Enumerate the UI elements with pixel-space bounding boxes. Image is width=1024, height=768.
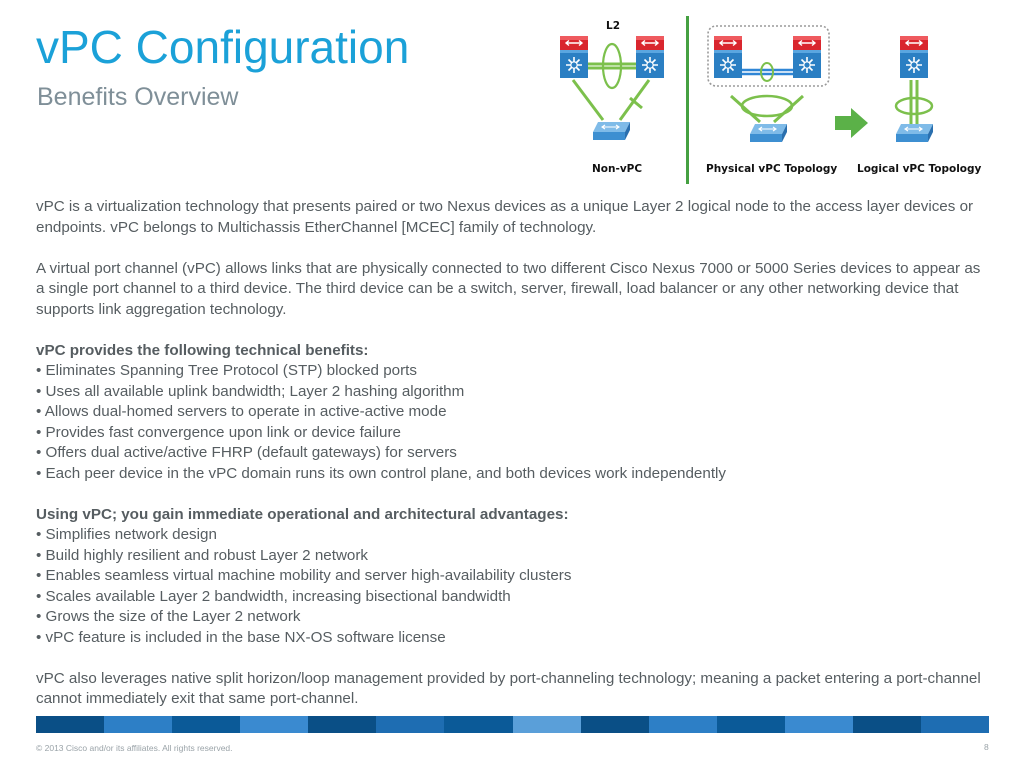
transform-arrow-icon bbox=[835, 108, 868, 138]
footer-color-bar bbox=[36, 716, 989, 733]
technical-benefit-item: • Provides fast convergence upon link or device failure bbox=[36, 423, 401, 441]
footer-bar-segment bbox=[376, 716, 444, 733]
footer-bar-segment bbox=[36, 716, 104, 733]
footer-bar-segment bbox=[444, 716, 512, 733]
non-vpc-caption: Non-vPC bbox=[592, 163, 643, 175]
logical-vpc-topology bbox=[857, 36, 982, 175]
technical-benefits-section bbox=[36, 341, 986, 485]
operational-benefit-item: • Scales available Layer 2 bandwidth, increasing bisectional bandwidth bbox=[36, 587, 511, 605]
footer-bar-segment bbox=[172, 716, 240, 733]
physical-vpc-topology bbox=[706, 26, 837, 175]
intro-paragraph-2: A virtual port channel (vPC) allows links that are physically connected to two different Cisco Nexus 7000 or 5000 Series devices to appear as a single port channel to a third device. The third device can be a switch, server, firewall, load balancer or any other networking device that supports link aggregation technology. bbox=[36, 259, 981, 318]
l2-label: L2 bbox=[606, 20, 620, 32]
copyright-notice: © 2013 Cisco and/or its affiliates. All rights reserved. bbox=[36, 743, 233, 753]
operational-benefits-heading: Using vPC; you gain immediate operational and architectural advantages: bbox=[36, 505, 569, 523]
technical-benefits-heading: vPC provides the following technical benefits: bbox=[36, 341, 369, 359]
closing-paragraph: vPC also leverages native split horizon/loop management provided by port-channeling technology; meaning a packet entering a port-channel cannot immediately exit that same port-channel. bbox=[36, 669, 981, 707]
logical-vpc-caption: Logical vPC Topology bbox=[857, 163, 982, 175]
page-number: 8 bbox=[984, 742, 989, 752]
footer-bar-segment bbox=[308, 716, 376, 733]
slide-subtitle: Benefits Overview bbox=[37, 83, 239, 111]
footer-bar-segment bbox=[240, 716, 308, 733]
vpc-topology-diagram bbox=[548, 12, 988, 190]
technical-benefit-item: • Each peer device in the vPC domain runs its own control plane, and both devices work independently bbox=[36, 464, 727, 482]
section-divider bbox=[686, 16, 689, 184]
operational-benefit-item: • Build highly resilient and robust Layer 2 network bbox=[36, 546, 369, 564]
footer-bar-segment bbox=[853, 716, 921, 733]
operational-benefit-item: • Enables seamless virtual machine mobility and server high-availability clusters bbox=[36, 567, 572, 584]
footer-bar-segment bbox=[581, 716, 649, 733]
non-vpc-topology bbox=[560, 20, 664, 175]
footer-bar-segment bbox=[513, 716, 581, 733]
physical-vpc-caption: Physical vPC Topology bbox=[706, 163, 838, 175]
footer-bar-segment bbox=[649, 716, 717, 733]
slide-title: vPC Configuration bbox=[36, 21, 410, 73]
intro-paragraph-1: vPC is a virtualization technology that presents paired or two Nexus devices as a unique Layer 2 logical node to the access layer devices or endpoints. vPC belongs to Multichassis EtherChannel [MCEC] family of technology. bbox=[36, 198, 974, 236]
footer-bar-segment bbox=[104, 716, 172, 733]
footer-bar-segment bbox=[921, 716, 989, 733]
slide-body bbox=[36, 197, 986, 710]
technical-benefit-item: • Uses all available uplink bandwidth; Layer 2 hashing algorithm bbox=[36, 382, 465, 400]
technical-benefit-item: • Allows dual-homed servers to operate in active-active mode bbox=[36, 403, 447, 420]
operational-benefit-item: • Simplifies network design bbox=[36, 526, 217, 543]
footer-bar-segment bbox=[717, 716, 785, 733]
footer-bar-segment bbox=[785, 716, 853, 733]
operational-benefits-section bbox=[36, 505, 986, 649]
operational-benefit-item: • Grows the size of the Layer 2 network bbox=[36, 608, 301, 625]
technical-benefit-item: • Eliminates Spanning Tree Protocol (STP) blocked ports bbox=[36, 362, 417, 379]
operational-benefit-item: • vPC feature is included in the base NX-OS software license bbox=[36, 628, 446, 646]
technical-benefit-item: • Offers dual active/active FHRP (default gateways) for servers bbox=[36, 444, 457, 461]
